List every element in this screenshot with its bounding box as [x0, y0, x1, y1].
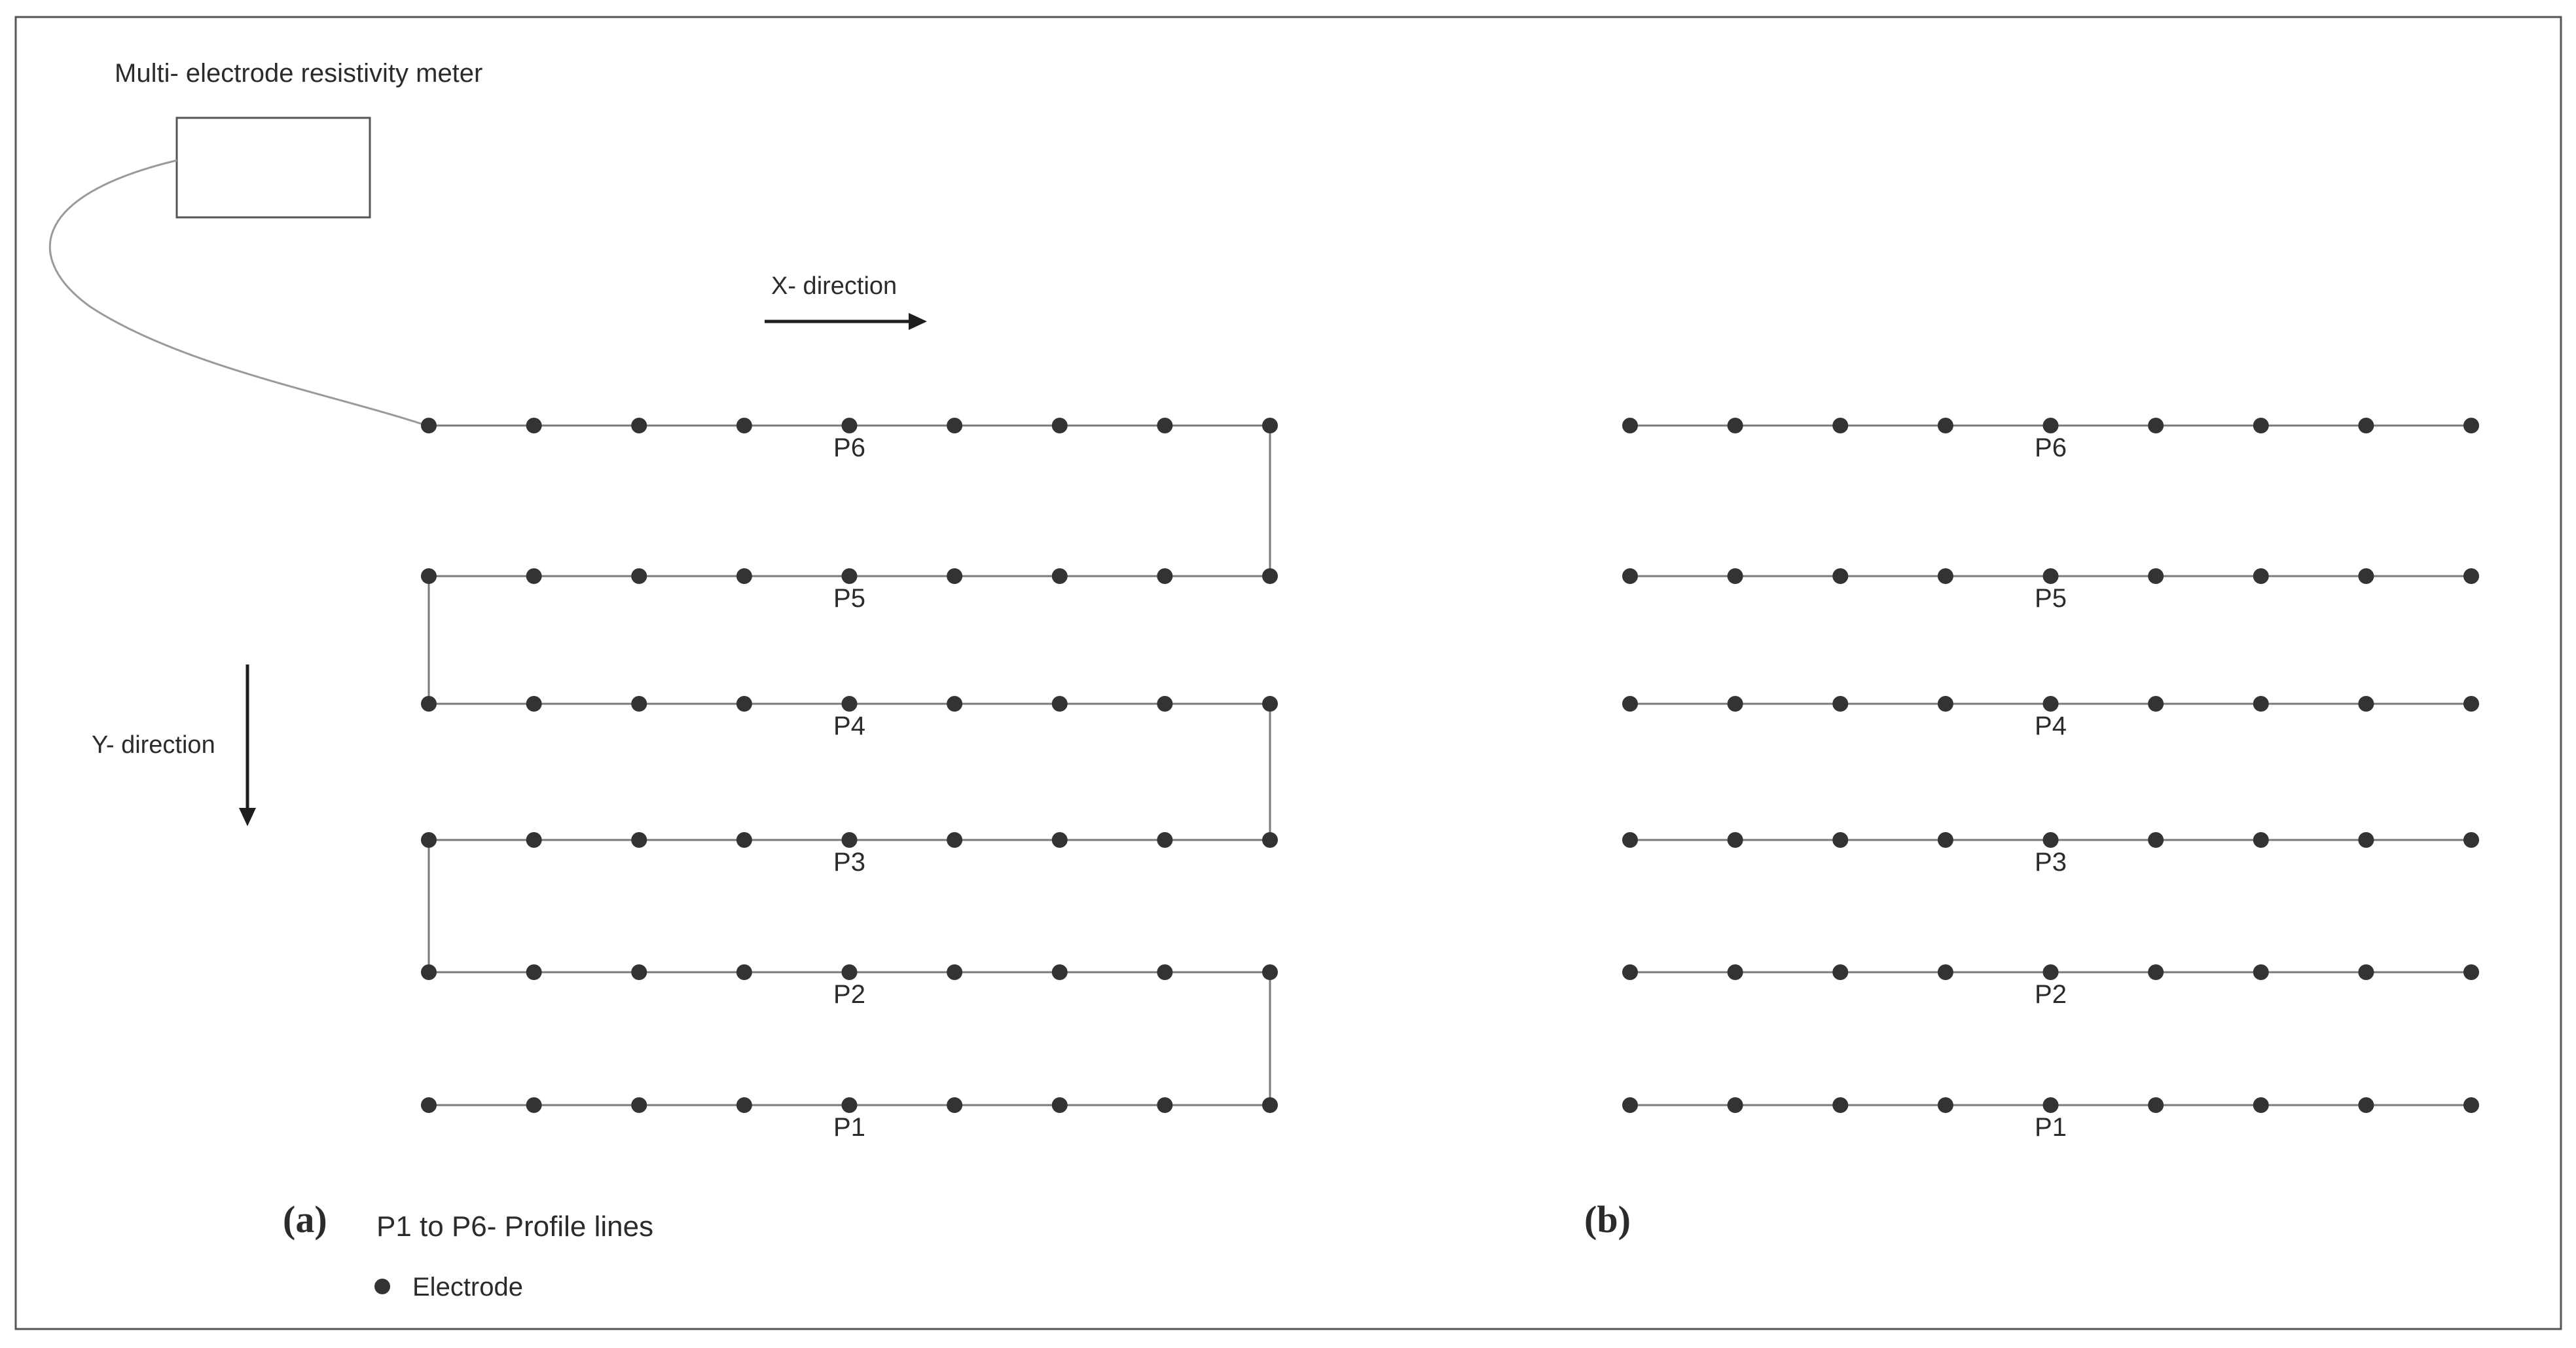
- panel-b-electrode-p3-6: [2148, 832, 2164, 848]
- panel-a-electrode-p4-3: [631, 696, 647, 712]
- panel-b-electrode-p4-4: [1938, 696, 1953, 712]
- panel-a-electrode-p6-6: [947, 418, 962, 433]
- legend-profile-lines-text: P1 to P6- Profile lines: [376, 1211, 654, 1243]
- panel-b-electrode-p5-8: [2358, 568, 2374, 584]
- panel-a-electrode-p2-1: [421, 964, 437, 980]
- panel-a-electrode-p1-3: [631, 1097, 647, 1113]
- x-direction-arrow-head: [909, 313, 927, 330]
- panel-b-electrode-p5-6: [2148, 568, 2164, 584]
- panel-b-electrode-p2-6: [2148, 964, 2164, 980]
- panel-a-electrode-p5-7: [1052, 568, 1068, 584]
- panel-b-electrode-p1-7: [2253, 1097, 2269, 1113]
- panel-b-electrode-p2-8: [2358, 964, 2374, 980]
- panel-a-electrode-p2-2: [526, 964, 542, 980]
- panel-b-electrode-p4-5: [2043, 696, 2059, 712]
- panel-b-electrode-p4-9: [2463, 696, 2479, 712]
- panel-b-electrode-p1-4: [1938, 1097, 1953, 1113]
- panel-b-electrode-p6-9: [2463, 418, 2479, 433]
- panel-a-electrode-p4-4: [736, 696, 752, 712]
- panel-b-electrode-p5-2: [1728, 568, 1743, 584]
- panel-b-electrode-p2-7: [2253, 964, 2269, 980]
- panel-a-electrode-p3-9: [1262, 832, 1278, 848]
- panel-a-electrode-p5-6: [947, 568, 962, 584]
- panel-b-electrode-p5-1: [1622, 568, 1638, 584]
- panel-a-electrode-p2-9: [1262, 964, 1278, 980]
- panel-a-electrode-p5-8: [1157, 568, 1172, 584]
- panel-b-electrode-p4-3: [1832, 696, 1848, 712]
- y-direction-arrow-head: [239, 808, 256, 826]
- panel-a-electrode-p6-8: [1157, 418, 1172, 433]
- panel-b-electrode-p6-5: [2043, 418, 2059, 433]
- panel-a-electrode-p6-9: [1262, 418, 1278, 433]
- panel-b-electrode-p5-4: [1938, 568, 1953, 584]
- panel-a-electrode-p1-7: [1052, 1097, 1068, 1113]
- panel-a-electrode-p6-2: [526, 418, 542, 433]
- panel-a-profile-label-p3: P3: [833, 848, 865, 877]
- panel-b-electrode-p2-4: [1938, 964, 1953, 980]
- panel-b-electrode-p3-9: [2463, 832, 2479, 848]
- panel-b-electrode-p6-8: [2358, 418, 2374, 433]
- panel-b-electrode-p1-1: [1622, 1097, 1638, 1113]
- legend-electrode-text: Electrode: [412, 1273, 523, 1302]
- panel-a-electrode-p3-6: [947, 832, 962, 848]
- panel-a-electrode-p6-4: [736, 418, 752, 433]
- panel-a-electrode-p3-8: [1157, 832, 1172, 848]
- panel-a-profile-label-p1: P1: [833, 1113, 865, 1142]
- panel-a-profile-label-p4: P4: [833, 712, 865, 740]
- panel-b-electrode-p5-9: [2463, 568, 2479, 584]
- panel-b-profile-label-p5: P5: [2035, 584, 2067, 613]
- panel-a-electrode-p4-8: [1157, 696, 1172, 712]
- panel-b-electrode-p2-9: [2463, 964, 2479, 980]
- resistivity-meter-box: [177, 118, 370, 217]
- panel-b-electrode-p1-5: [2043, 1097, 2059, 1113]
- meter-label: Multi- electrode resistivity meter: [115, 59, 483, 88]
- panel-a-profile-label-p5: P5: [833, 584, 865, 613]
- panel-b-electrode-p4-2: [1728, 696, 1743, 712]
- panel-a-electrode-p2-8: [1157, 964, 1172, 980]
- panel-a-electrode-p1-1: [421, 1097, 437, 1113]
- panel-a-electrode-p3-1: [421, 832, 437, 848]
- panel-b-profile-label-p1: P1: [2035, 1113, 2067, 1142]
- panel-a-electrode-p2-4: [736, 964, 752, 980]
- panel-b-electrode-p5-3: [1832, 568, 1848, 584]
- panel-a-electrode-p1-9: [1262, 1097, 1278, 1113]
- panel-a-electrode-p4-2: [526, 696, 542, 712]
- panel-b-electrode-p6-3: [1832, 418, 1848, 433]
- y-direction-label: Y- direction: [92, 731, 215, 759]
- panel-a-electrode-p6-5: [842, 418, 858, 433]
- panel-a-electrode-p2-5: [842, 964, 858, 980]
- figure-frame: [16, 17, 2561, 1329]
- panel-b-electrode-p3-1: [1622, 832, 1638, 848]
- panel-b-electrode-p6-6: [2148, 418, 2164, 433]
- panel-b-profile-label-p3: P3: [2035, 848, 2067, 877]
- panel-b-letter: (b): [1584, 1198, 1631, 1241]
- panel-a-electrode-p1-5: [842, 1097, 858, 1113]
- panel-b-electrode-p1-8: [2358, 1097, 2374, 1113]
- legend-electrode-marker: [374, 1279, 390, 1294]
- panel-b-electrode-p1-9: [2463, 1097, 2479, 1113]
- panel-a-electrode-p6-1: [421, 418, 437, 433]
- panel-b-electrode-p6-1: [1622, 418, 1638, 433]
- panel-a-profile-label-p6: P6: [833, 433, 865, 462]
- panel-a-electrode-p4-1: [421, 696, 437, 712]
- panel-a-serpentine-layout: [421, 418, 1278, 1142]
- panel-a-electrode-p1-4: [736, 1097, 752, 1113]
- panel-a-electrode-p5-9: [1262, 568, 1278, 584]
- panel-b-electrode-p6-4: [1938, 418, 1953, 433]
- panel-b-electrode-p3-3: [1832, 832, 1848, 848]
- panel-a-electrode-p2-6: [947, 964, 962, 980]
- panel-b-electrode-p4-6: [2148, 696, 2164, 712]
- panel-b-electrode-p1-2: [1728, 1097, 1743, 1113]
- x-direction-label: X- direction: [771, 272, 898, 300]
- panel-a-electrode-p2-3: [631, 964, 647, 980]
- panel-a-letter: (a): [283, 1198, 327, 1241]
- panel-a-electrode-p3-7: [1052, 832, 1068, 848]
- panel-a-electrode-p5-5: [842, 568, 858, 584]
- panel-b-electrode-p2-1: [1622, 964, 1638, 980]
- panel-a-profile-label-p2: P2: [833, 980, 865, 1009]
- panel-b-electrode-p2-2: [1728, 964, 1743, 980]
- panel-b-electrode-p2-5: [2043, 964, 2059, 980]
- panel-a-electrode-p3-5: [842, 832, 858, 848]
- panel-b-electrode-p3-8: [2358, 832, 2374, 848]
- panel-a-electrode-p4-6: [947, 696, 962, 712]
- panel-a-electrode-p6-3: [631, 418, 647, 433]
- panel-b-parallel-layout: [1622, 418, 2479, 1142]
- panel-b-electrode-p6-7: [2253, 418, 2269, 433]
- panel-a-electrode-p4-7: [1052, 696, 1068, 712]
- panel-a-electrode-p5-1: [421, 568, 437, 584]
- panel-a-electrode-p3-2: [526, 832, 542, 848]
- panel-b-electrode-p5-5: [2043, 568, 2059, 584]
- panel-b-profile-label-p2: P2: [2035, 980, 2067, 1009]
- panel-b-electrode-p3-5: [2043, 832, 2059, 848]
- panel-b-electrode-p5-7: [2253, 568, 2269, 584]
- panel-a-electrode-p5-4: [736, 568, 752, 584]
- panel-b-electrode-p3-2: [1728, 832, 1743, 848]
- panel-a-electrode-p3-3: [631, 832, 647, 848]
- panel-a-electrode-p5-2: [526, 568, 542, 584]
- panel-b-electrode-p4-7: [2253, 696, 2269, 712]
- panel-b-profile-label-p6: P6: [2035, 433, 2067, 462]
- panel-b-electrode-p3-7: [2253, 832, 2269, 848]
- panel-a-electrode-p2-7: [1052, 964, 1068, 980]
- panel-b-electrode-p2-3: [1832, 964, 1848, 980]
- panel-b-electrode-p4-8: [2358, 696, 2374, 712]
- panel-a-electrode-p4-9: [1262, 696, 1278, 712]
- panel-b-electrode-p4-1: [1622, 696, 1638, 712]
- panel-a-electrode-p4-5: [842, 696, 858, 712]
- panel-b-electrode-p3-4: [1938, 832, 1953, 848]
- panel-a-electrode-p6-7: [1052, 418, 1068, 433]
- panel-a-electrode-p1-2: [526, 1097, 542, 1113]
- panel-a-electrode-p1-6: [947, 1097, 962, 1113]
- panel-b-electrode-p6-2: [1728, 418, 1743, 433]
- panel-a-electrode-p5-3: [631, 568, 647, 584]
- panel-a-electrode-p1-8: [1157, 1097, 1172, 1113]
- panel-a-electrode-p3-4: [736, 832, 752, 848]
- panel-b-electrode-p1-3: [1832, 1097, 1848, 1113]
- panel-b-electrode-p1-6: [2148, 1097, 2164, 1113]
- panel-b-profile-label-p4: P4: [2035, 712, 2067, 740]
